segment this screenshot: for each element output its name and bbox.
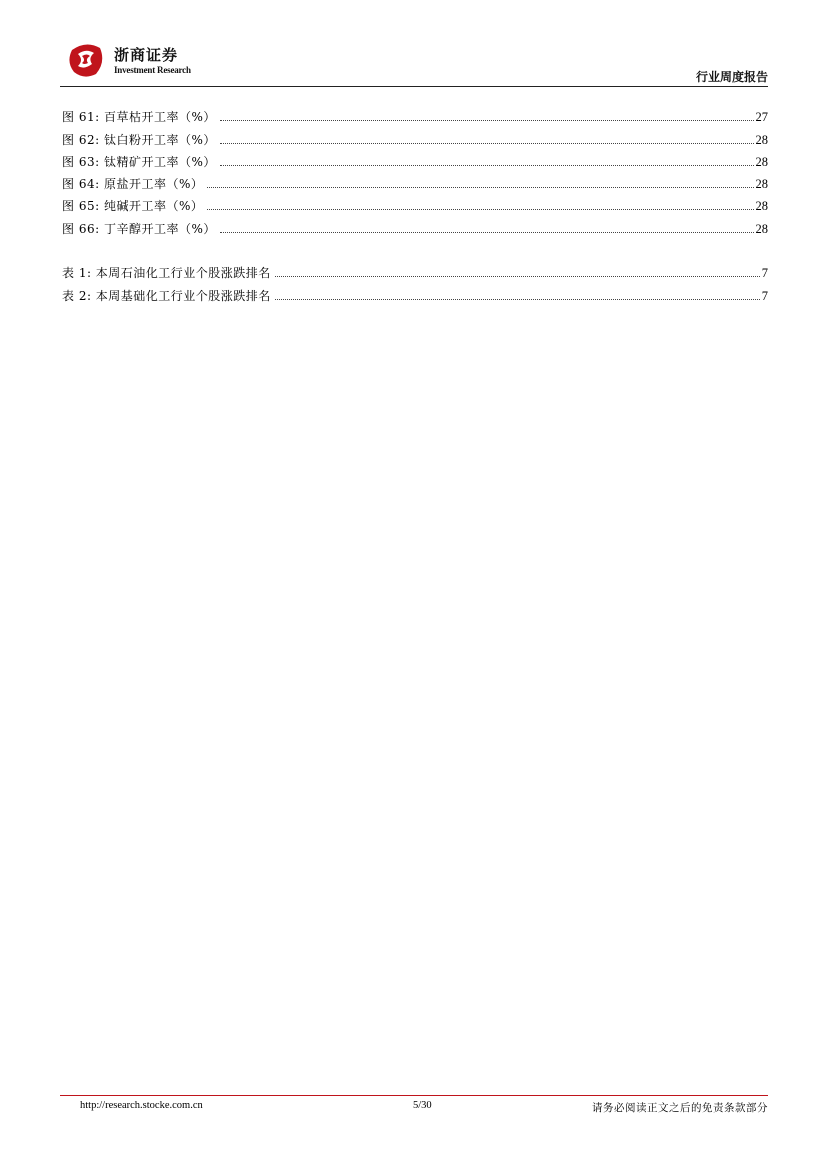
footer-divider [60, 1095, 768, 1096]
dot-leader [220, 143, 754, 144]
toc-entry-figure-64[interactable] [62, 169, 768, 191]
company-logo-icon [66, 42, 106, 78]
toc-entry-label: 表 2: 本周基础化工行业个股涨跌排名 [62, 288, 271, 303]
toc-entry-label: 图 63: 钛精矿开工率（%） [62, 154, 216, 169]
report-type-label: 行业周度报告 [695, 70, 768, 84]
toc-entry-page: 27 [755, 110, 768, 125]
toc-entry-label: 表 1: 本周石油化工行业个股涨跌排名 [62, 266, 271, 281]
dot-leader [220, 165, 754, 166]
toc-entry-page: 7 [761, 288, 768, 303]
toc-entry-label: 图 66: 丁辛醇开工率（%） [62, 221, 216, 236]
figure-index-list [62, 102, 768, 236]
toc-entry-label: 图 65: 纯碱开工率（%） [62, 199, 204, 214]
table-index-list [62, 258, 768, 303]
toc-entry-page: 28 [755, 221, 768, 236]
toc-entry-figure-61[interactable] [62, 102, 768, 124]
toc-entry-table-1[interactable] [62, 258, 768, 280]
toc-entry-page: 28 [755, 154, 768, 169]
dot-leader [207, 187, 753, 188]
toc-entry-label: 图 64: 原盐开工率（%） [62, 177, 204, 192]
dot-leader [207, 209, 753, 210]
logo-english-name: Investment Research [114, 65, 191, 75]
page-number: 5/30 [413, 1100, 432, 1111]
toc-entry-figure-66[interactable] [62, 213, 768, 235]
toc-entry-figure-65[interactable] [62, 191, 768, 213]
dot-leader [275, 276, 760, 277]
toc-entry-table-2[interactable] [62, 280, 768, 302]
toc-entry-page: 28 [755, 199, 768, 214]
toc-entry-page: 7 [761, 266, 768, 281]
dot-leader [220, 232, 754, 233]
website-link[interactable]: http://research.stocke.com.cn [80, 1100, 203, 1111]
dot-leader [220, 120, 754, 121]
toc-entry-figure-63[interactable] [62, 147, 768, 169]
toc-entry-label: 图 62: 钛白粉开工率（%） [62, 132, 216, 147]
toc-entry-page: 28 [755, 132, 768, 147]
dot-leader [275, 299, 760, 300]
disclaimer-text: 请务必阅读正文之后的免责条款部分 [592, 1102, 768, 1114]
toc-entry-page: 28 [755, 177, 768, 192]
page-footer [60, 1100, 768, 1116]
toc-entry-label: 图 61: 百草枯开工率（%） [62, 110, 216, 125]
logo-chinese-name: 浙商证券 [114, 46, 179, 64]
header-divider [60, 86, 768, 87]
toc-entry-figure-62[interactable] [62, 124, 768, 146]
page-header [60, 40, 768, 88]
